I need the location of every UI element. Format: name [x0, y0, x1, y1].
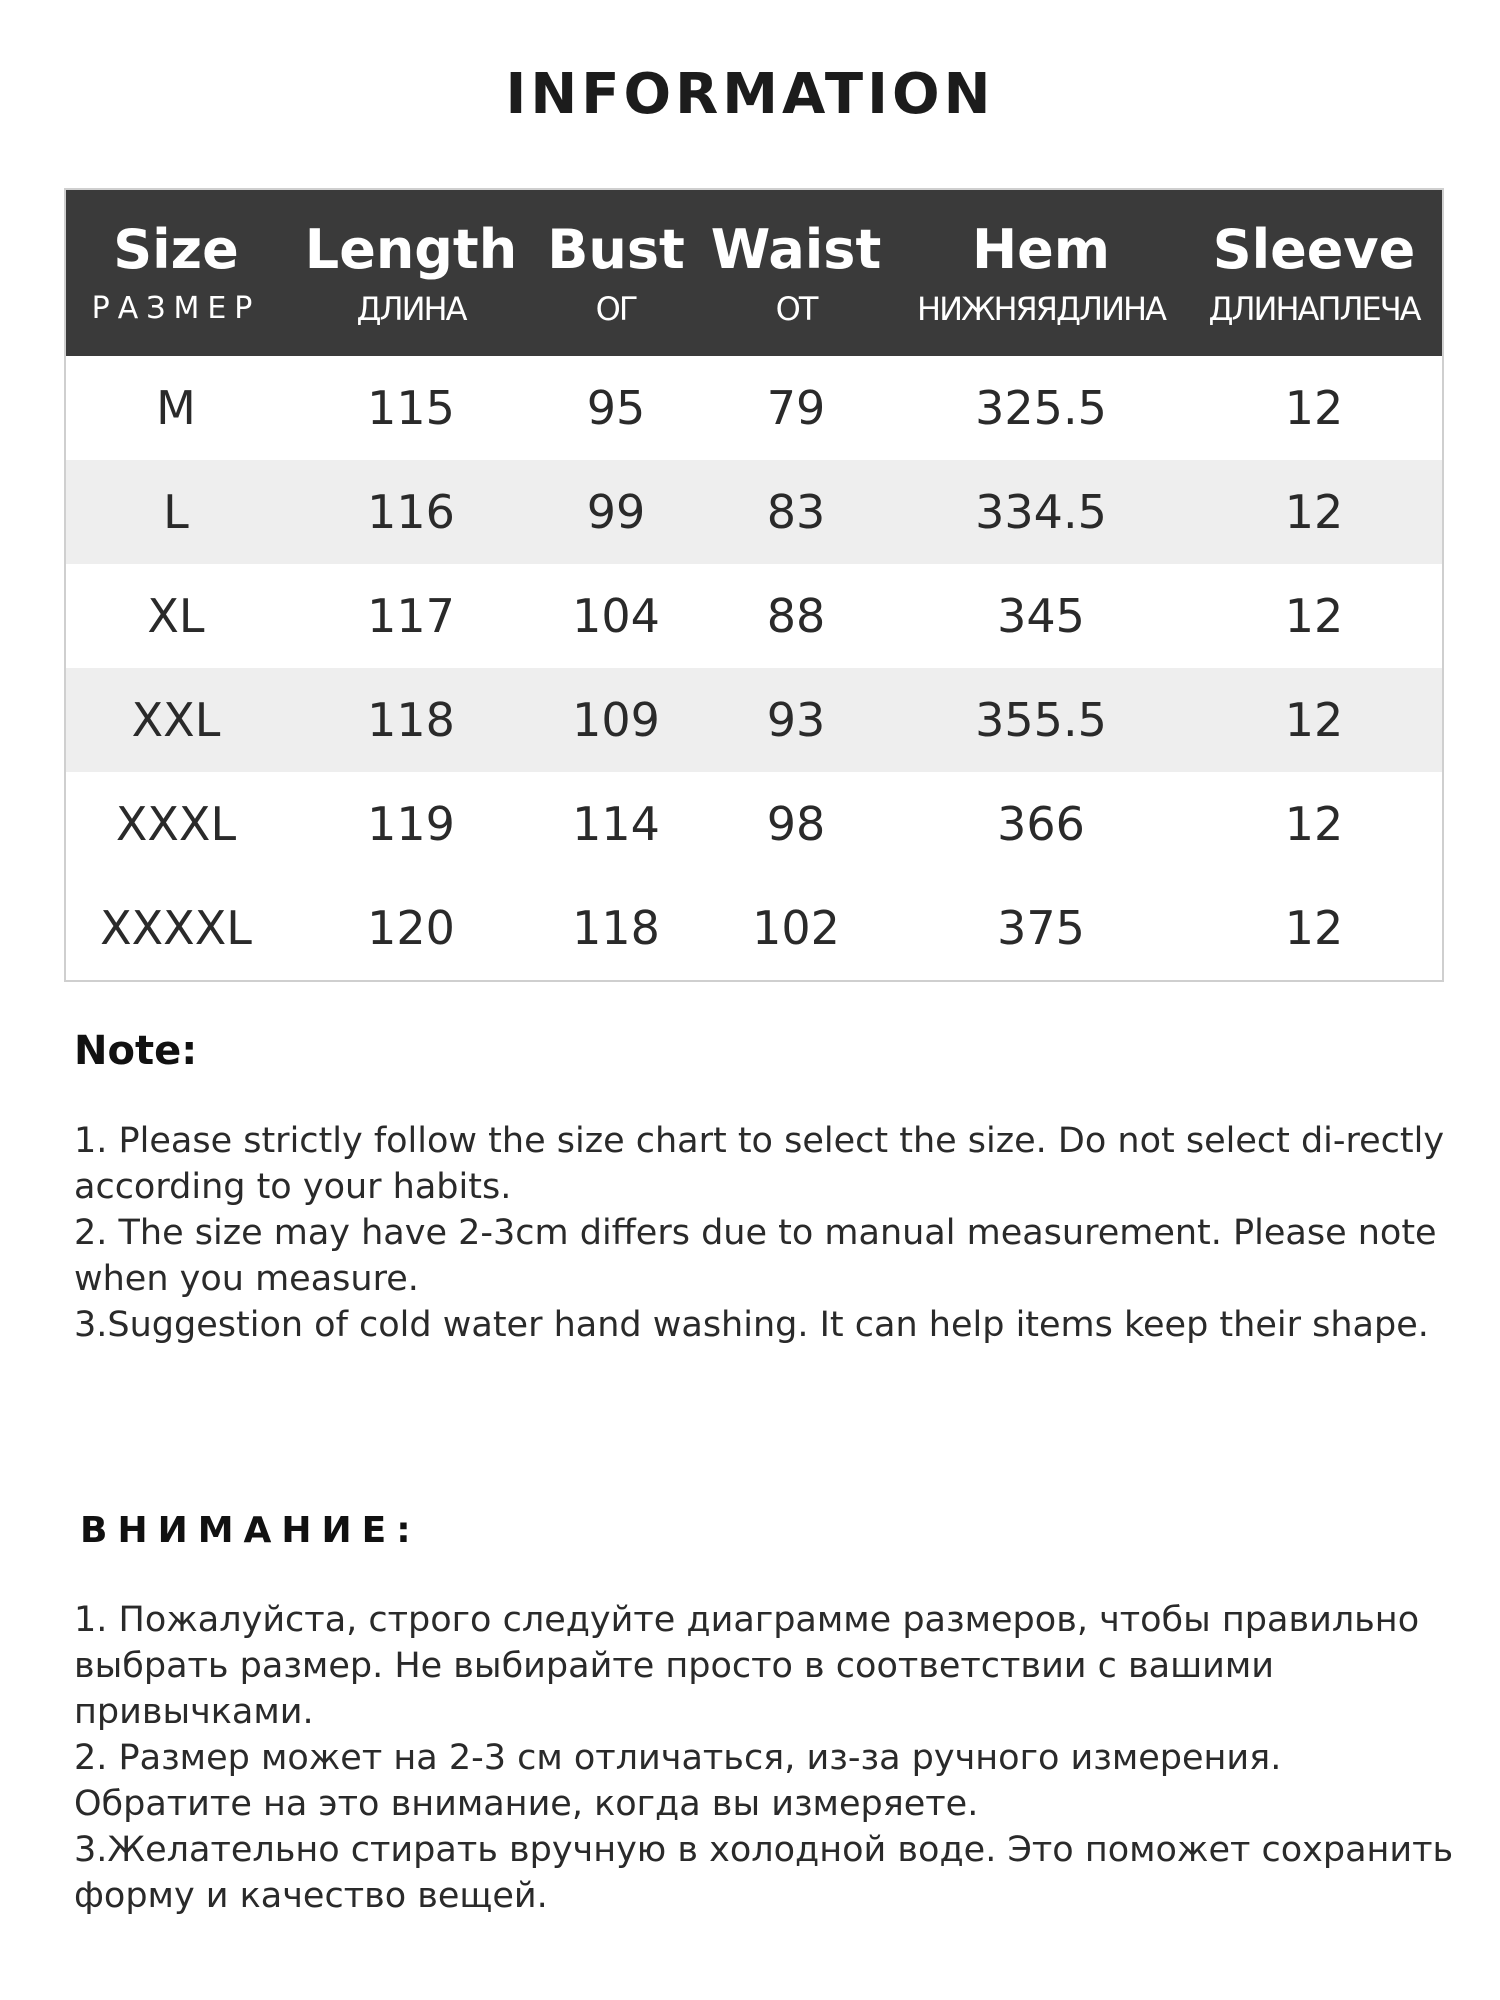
cell-waist: 79 — [766, 381, 826, 435]
cell-sleeve: 12 — [1284, 901, 1344, 955]
table-row — [66, 564, 1442, 668]
header-label: Size — [113, 218, 239, 281]
cell-hem: 334.5 — [975, 485, 1107, 539]
header-label: Bust — [547, 218, 685, 281]
attention-item: 3.Желательно стирать вручную в холодной воде. Это поможет сохранить форму и качество вещей. — [74, 1830, 1454, 1916]
cell-hem: 366 — [997, 797, 1085, 851]
cell-waist: 93 — [766, 693, 826, 747]
cell-size: L — [163, 485, 189, 539]
note-list — [74, 1118, 1454, 1348]
attention-item: 1. Пожалуйста, строго следуйте диаграмме размеров, чтобы правильно выбрать размер. Не выбирайте просто в соответствии с вашими привычками. — [74, 1600, 1420, 1732]
cell-bust: 118 — [572, 901, 660, 955]
cell-hem: 375 — [997, 901, 1085, 955]
header-sublabel: ОГ — [595, 290, 637, 328]
cell-size: XXL — [131, 693, 221, 747]
header-sublabel: ОТ — [775, 290, 817, 328]
cell-size: M — [156, 381, 196, 435]
attention-item: 2. Размер может на 2-3 см отличаться, из-за ручного измерения. Обратите на это внимание, когда вы измеряете. — [74, 1738, 1282, 1824]
cell-sleeve: 12 — [1284, 693, 1344, 747]
cell-sleeve: 12 — [1284, 589, 1344, 643]
table-row — [66, 460, 1442, 564]
cell-waist: 98 — [766, 797, 826, 851]
cell-hem: 345 — [997, 589, 1085, 643]
attention-list — [74, 1597, 1454, 1919]
cell-size: XXXXL — [100, 901, 252, 955]
table-row — [66, 876, 1442, 980]
cell-bust: 104 — [572, 589, 660, 643]
cell-size: XXXL — [115, 797, 237, 851]
header-label: Hem — [971, 218, 1111, 281]
note-item: 1. Please strictly follow the size chart to select the size. Do not select di-rectly according to your habits. — [74, 1121, 1445, 1207]
header-label: Waist — [710, 218, 882, 281]
table-row — [66, 356, 1442, 460]
header-sublabel: ДЛИНАПЛЕЧА — [1208, 290, 1420, 328]
header-hem — [896, 190, 1186, 356]
note-heading: Note: — [74, 1028, 198, 1074]
cell-bust: 99 — [586, 485, 646, 539]
cell-waist: 83 — [766, 485, 826, 539]
header-sublabel: РАЗМЕР — [91, 291, 261, 326]
cell-bust: 109 — [572, 693, 660, 747]
cell-length: 120 — [367, 901, 455, 955]
table-row — [66, 772, 1442, 876]
size-chart-table — [64, 188, 1444, 982]
cell-length: 115 — [367, 381, 455, 435]
header-bust — [536, 190, 696, 356]
note-item: 3.Suggestion of cold water hand washing. It can help items keep their shape. — [74, 1305, 1429, 1345]
cell-sleeve: 12 — [1284, 797, 1344, 851]
header-size — [66, 190, 286, 356]
table-row — [66, 668, 1442, 772]
header-sublabel: ДЛИНА — [356, 290, 466, 328]
header-waist — [696, 190, 896, 356]
note-item: 2. The size may have 2-3cm differs due to manual measurement. Please note when you measure. — [74, 1213, 1437, 1299]
cell-bust: 95 — [586, 381, 646, 435]
table-header — [66, 190, 1442, 356]
header-length — [286, 190, 536, 356]
cell-waist: 102 — [752, 901, 840, 955]
page-title: INFORMATION — [505, 62, 995, 127]
header-label: Sleeve — [1212, 218, 1416, 281]
cell-waist: 88 — [766, 589, 826, 643]
cell-sleeve: 12 — [1284, 381, 1344, 435]
attention-heading: ВНИМАНИЕ: — [80, 1510, 421, 1551]
header-sleeve — [1186, 190, 1442, 356]
cell-length: 119 — [367, 797, 455, 851]
cell-bust: 114 — [572, 797, 660, 851]
header-sublabel: НИЖНЯЯДЛИНА — [917, 290, 1165, 328]
cell-length: 118 — [367, 693, 455, 747]
cell-length: 117 — [367, 589, 455, 643]
cell-hem: 355.5 — [975, 693, 1107, 747]
cell-length: 116 — [367, 485, 455, 539]
cell-size: XL — [147, 589, 205, 643]
cell-hem: 325.5 — [975, 381, 1107, 435]
header-label: Length — [304, 218, 518, 281]
cell-sleeve: 12 — [1284, 485, 1344, 539]
